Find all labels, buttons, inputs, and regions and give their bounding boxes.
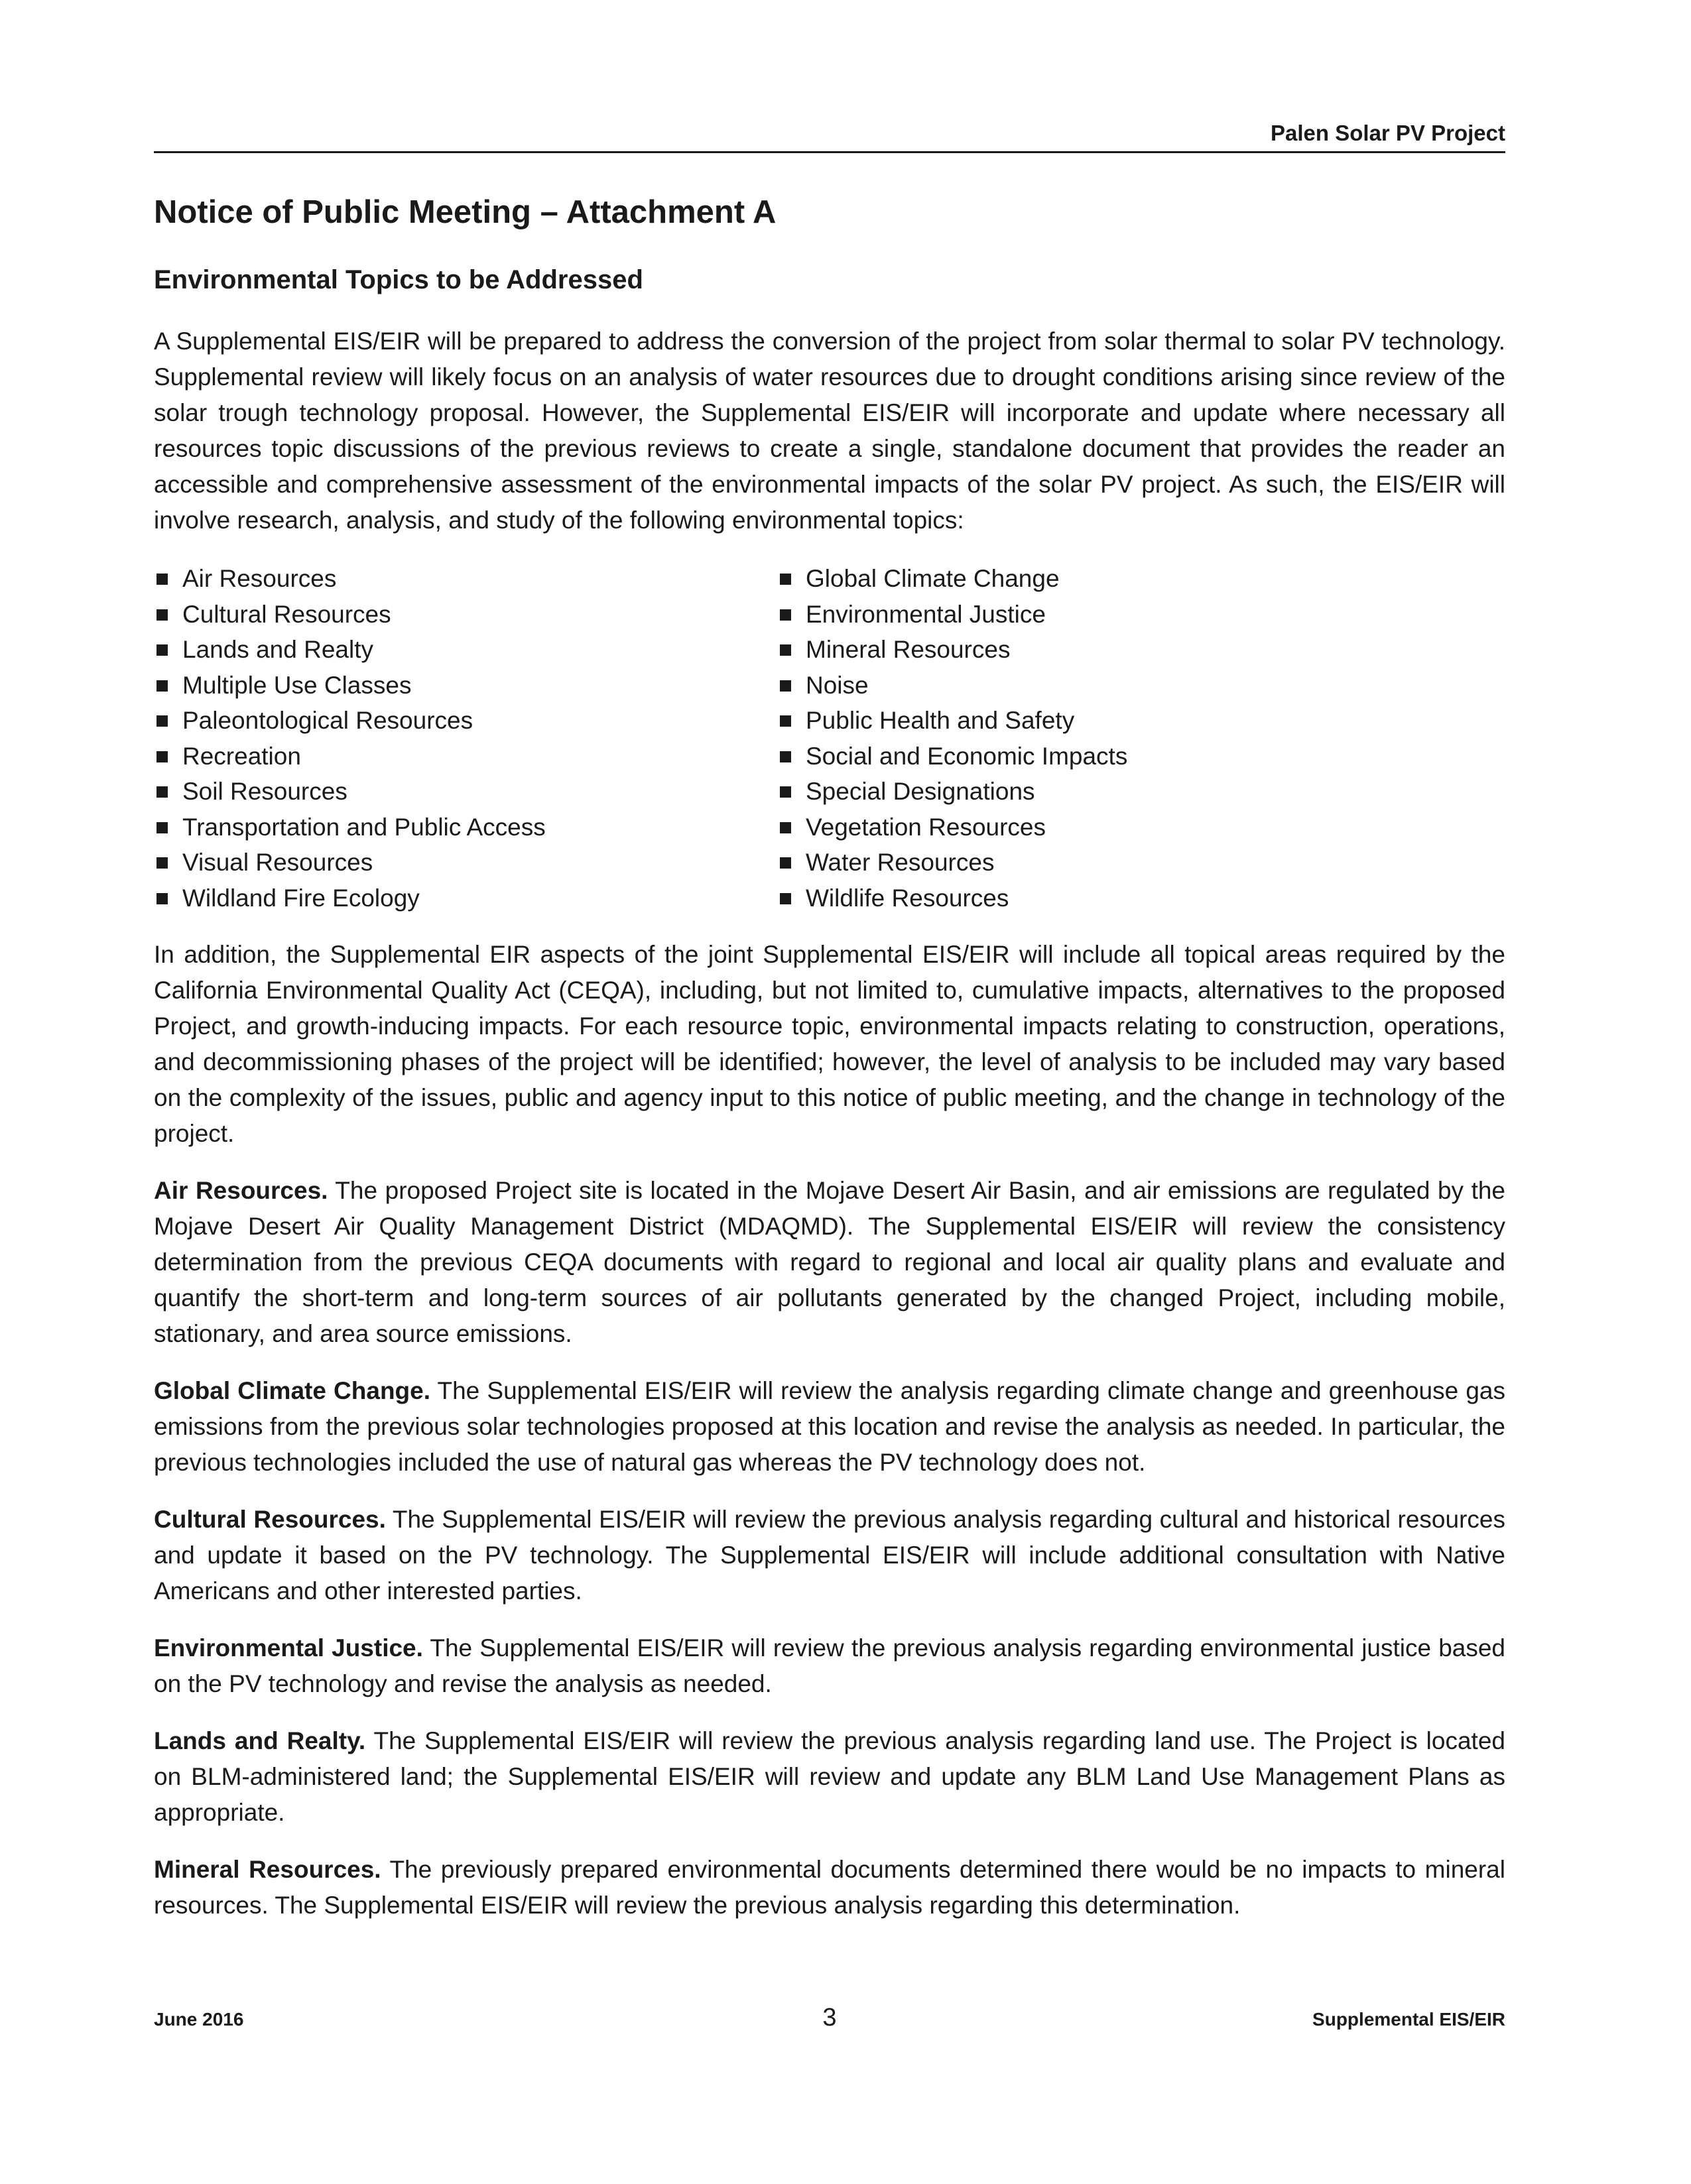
list-item bbox=[154, 774, 777, 810]
paragraph-lead: Mineral Resources. bbox=[154, 1856, 381, 1883]
topic-label: Transportation and Public Access bbox=[182, 813, 546, 841]
list-item bbox=[777, 739, 1401, 774]
topic-list-left bbox=[154, 561, 777, 916]
topic-label: Soil Resources bbox=[182, 778, 347, 805]
square-bullet-icon bbox=[157, 715, 168, 727]
list-item bbox=[154, 597, 777, 633]
topic-label: Recreation bbox=[182, 742, 301, 770]
topic-label: Water Resources bbox=[806, 849, 995, 876]
topic-label: Vegetation Resources bbox=[806, 813, 1046, 841]
intro-paragraph: A Supplemental EIS/EIR will be prepared to address the conversion of the project from solar thermal to solar PV technology. Supplemental review will likely focus on an analysis of water resources due to drought conditions arising since review of the solar trough technology proposal. However, the Supplemental EIS/EIR will incorporate and update where necessary all resources topic discussions of the previous reviews to create a single, standalone document that provides the reader an accessible and comprehensive assessment of the environmental impacts of the solar PV project. As such, the EIS/EIR will involve research, analysis, and study of the following environmental topics: bbox=[154, 328, 1505, 534]
square-bullet-icon bbox=[157, 574, 168, 585]
square-bullet-icon bbox=[157, 857, 168, 869]
cultural-resources-paragraph bbox=[154, 1502, 1505, 1609]
page-footer bbox=[154, 2004, 1505, 2033]
paragraph-text: The previously prepared environmental documents determined there would be no impacts to mineral resources. The Supplemental EIS/EIR will review the previous analysis regarding this determination. bbox=[154, 1856, 1505, 1919]
square-bullet-icon bbox=[157, 644, 168, 656]
list-item bbox=[777, 774, 1401, 810]
topic-label: Public Health and Safety bbox=[806, 707, 1075, 734]
topic-label: Noise bbox=[806, 671, 869, 699]
mineral-resources-paragraph bbox=[154, 1852, 1505, 1923]
air-resources-paragraph bbox=[154, 1173, 1505, 1352]
topic-label: Environmental Justice bbox=[806, 600, 1046, 628]
list-item bbox=[777, 632, 1401, 668]
square-bullet-icon bbox=[780, 786, 791, 798]
topic-label: Wildlife Resources bbox=[806, 884, 1009, 912]
square-bullet-icon bbox=[157, 822, 168, 833]
paragraph-lead: Global Climate Change. bbox=[154, 1377, 431, 1404]
square-bullet-icon bbox=[780, 857, 791, 869]
square-bullet-icon bbox=[157, 680, 168, 692]
list-item bbox=[777, 668, 1401, 703]
list-item bbox=[154, 880, 777, 916]
paragraph-text: The proposed Project site is located in the Mojave Desert Air Basin, and air emissions are regulated by the Mojave Desert Air Quality Management District (MDAQMD). The Supplemental EIS/EIR will review the consistency determination from the previous CEQA documents with regard to regional and local air quality plans and evaluate and quantify the short-term and long-term sources of air pollutants generated by the changed Project, including mobile, stationary, and area source emissions. bbox=[154, 1177, 1505, 1347]
paragraph-lead: Lands and Realty. bbox=[154, 1727, 366, 1754]
square-bullet-icon bbox=[157, 609, 168, 621]
topic-label: Wildland Fire Ecology bbox=[182, 884, 420, 912]
list-item bbox=[154, 668, 777, 703]
square-bullet-icon bbox=[157, 786, 168, 798]
page-title: Notice of Public Meeting – Attachment A bbox=[154, 194, 777, 230]
paragraph-text: The Supplemental EIS/EIR will review the previous analysis regarding land use. The Project is located on BLM-administered land; the Supplemental EIS/EIR will review and update any BLM Land Use Management Plans as appropriate. bbox=[154, 1727, 1505, 1826]
topic-label: Paleontological Resources bbox=[182, 707, 473, 734]
topic-label: Global Climate Change bbox=[806, 565, 1060, 592]
list-item bbox=[777, 703, 1401, 739]
page-number: 3 bbox=[822, 2004, 837, 2032]
paragraph-lead: Environmental Justice. bbox=[154, 1634, 423, 1662]
environmental-justice-paragraph bbox=[154, 1630, 1505, 1702]
square-bullet-icon bbox=[157, 751, 168, 762]
topic-label: Lands and Realty bbox=[182, 636, 373, 663]
paragraph-text: The Supplemental EIS/EIR will review the analysis regarding climate change and greenhouse gas emissions from the previous solar technologies proposed at this location and revise the analysis as needed. In particular, the previous technologies included the use of natural gas whereas the PV technology does not. bbox=[154, 1377, 1505, 1476]
topic-list-right bbox=[777, 561, 1401, 916]
document-page bbox=[154, 0, 1505, 2184]
topic-label: Air Resources bbox=[182, 565, 337, 592]
square-bullet-icon bbox=[780, 609, 791, 621]
list-item bbox=[154, 739, 777, 774]
section-heading: Environmental Topics to be Addressed bbox=[154, 265, 643, 294]
square-bullet-icon bbox=[780, 893, 791, 904]
square-bullet-icon bbox=[780, 822, 791, 833]
paragraph-lead: Cultural Resources. bbox=[154, 1506, 386, 1533]
list-item bbox=[154, 703, 777, 739]
footer-date: June 2016 bbox=[154, 2009, 244, 2030]
list-item bbox=[154, 845, 777, 880]
list-item bbox=[154, 632, 777, 668]
square-bullet-icon bbox=[780, 751, 791, 762]
square-bullet-icon bbox=[780, 715, 791, 727]
paragraph-lead: Air Resources. bbox=[154, 1177, 328, 1204]
list-item bbox=[777, 561, 1401, 597]
lands-and-realty-paragraph bbox=[154, 1723, 1505, 1831]
square-bullet-icon bbox=[780, 644, 791, 656]
topic-label: Special Designations bbox=[806, 778, 1035, 805]
list-item bbox=[154, 810, 777, 845]
ceqa-paragraph: In addition, the Supplemental EIR aspects of the joint Supplemental EIS/EIR will include all topical areas required by the California Environmental Quality Act (CEQA), including, but not limited to, cumulative impacts, alternatives to the proposed Project, and growth-inducing impacts. For each resource topic, environmental impacts relating to construction, operations, and decommissioning phases of the project will be identified; however, the level of analysis to be included may vary based on the complexity of the issues, public and agency input to this notice of public meeting, and the change in technology of the project. bbox=[154, 941, 1505, 1147]
running-header: Palen Solar PV Project bbox=[154, 121, 1505, 153]
topic-label: Cultural Resources bbox=[182, 600, 391, 628]
topic-label: Social and Economic Impacts bbox=[806, 742, 1128, 770]
topic-list bbox=[154, 561, 1505, 916]
topic-label: Mineral Resources bbox=[806, 636, 1011, 663]
body-sections bbox=[154, 937, 1505, 1945]
square-bullet-icon bbox=[157, 893, 168, 904]
footer-document-name: Supplemental EIS/EIR bbox=[1312, 2009, 1505, 2030]
list-item bbox=[777, 597, 1401, 633]
list-item bbox=[154, 561, 777, 597]
square-bullet-icon bbox=[780, 680, 791, 692]
global-climate-change-paragraph bbox=[154, 1373, 1505, 1481]
list-item bbox=[777, 845, 1401, 880]
list-item bbox=[777, 880, 1401, 916]
square-bullet-icon bbox=[780, 574, 791, 585]
topic-label: Multiple Use Classes bbox=[182, 671, 412, 699]
topic-label: Visual Resources bbox=[182, 849, 373, 876]
paragraph-text: The Supplemental EIS/EIR will review the previous analysis regarding environmental justice based on the PV technology and revise the analysis as needed. bbox=[154, 1634, 1506, 1697]
paragraph-text: The Supplemental EIS/EIR will review the previous analysis regarding cultural and historical resources and update it based on the PV technology. The Supplemental EIS/EIR will include additional consultation with Native Americans and other interested parties. bbox=[154, 1506, 1505, 1605]
list-item bbox=[777, 810, 1401, 845]
